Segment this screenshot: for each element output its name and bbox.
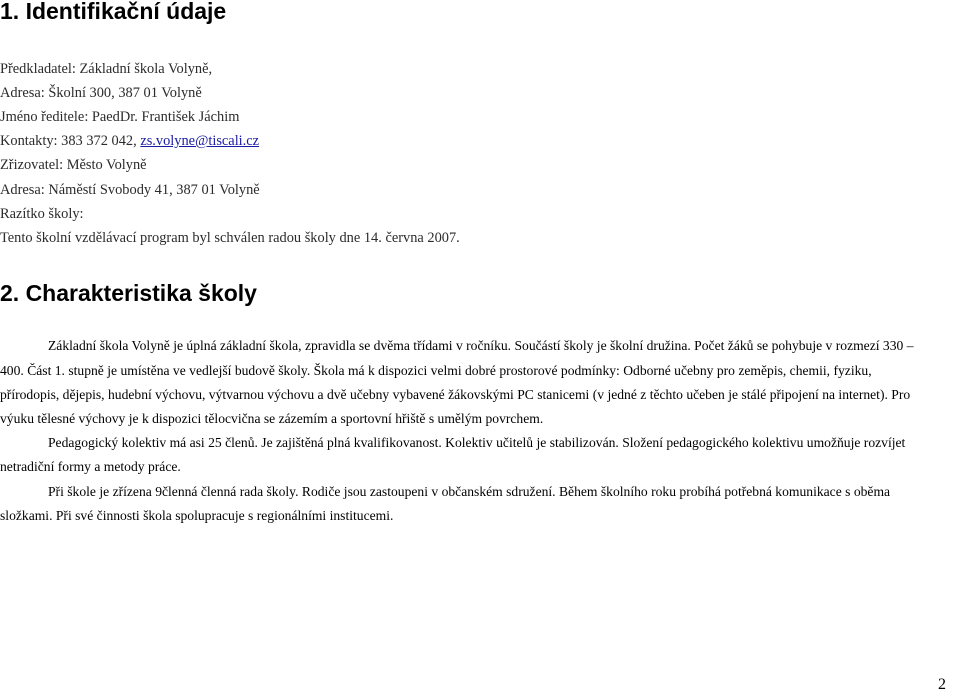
approval-line: Tento školní vzdělávací program byl schválen radou školy dne 14. června 2007. (0, 230, 460, 246)
paragraph-line: složkami. Při své činnosti škola spolupracuje s regionálními institucemi. (0, 508, 394, 523)
paragraph-line: přírodopis, dějepis, hudební výchovu, výtvarnou výchovu a dvě učebny vybavené žákovskými PC stanicemi (v jedné z těchto učeben je stálé připojení na internet). Pro (0, 387, 911, 402)
section-1-heading: 1. Identifikační údaje (0, 0, 227, 24)
paragraph-line: netradiční formy a metody práce. (0, 459, 181, 474)
email-link[interactable]: zs.volyne@tiscali.cz (140, 133, 260, 149)
paragraph-line: 400. Část 1. stupně je umístěna ve vedlejší budově školy. Škola má k dispozici velmi dobré prostorové podmínky: Odborné učebny pro zeměpis, chemii, fyziku, (0, 363, 872, 378)
predkladatel-line: Předkladatel: Základní škola Volyně, (0, 61, 213, 77)
contacts-label: Kontakty: 383 372 042, (0, 133, 141, 149)
address-line: Adresa: Školní 300, 387 01 Volyně (0, 85, 202, 101)
director-line: Jméno ředitele: PaedDr. František Jáchim (0, 109, 240, 125)
section-2-heading: 2. Charakteristika školy (0, 280, 257, 306)
founder-address-line: Adresa: Náměstí Svobody 41, 387 01 Volyně (0, 182, 260, 198)
founder-line: Zřizovatel: Město Volyně (0, 157, 147, 173)
paragraph-line: Základní škola Volyně je úplná základní škola, zpravidla se dvěma třídami v ročníku. Součástí školy je školní družina. Počet žáků se pohybuje v rozmezí 330 – (48, 338, 914, 353)
stamp-line: Razítko školy: (0, 206, 84, 222)
paragraph-line: výuku tělesné výchovy je k dispozici tělocvična se zázemím a sportovní hřiště s umělým povrchem. (0, 411, 544, 426)
paragraph-line: Při škole je zřízena 9členná členná rada školy. Rodiče jsou zastoupeni v občanském sdružení. Během školního roku probíhá potřebná komunikace s oběma (48, 484, 891, 499)
page-number: 2 (938, 676, 946, 693)
paragraph-line: Pedagogický kolektiv má asi 25 členů. Je zajištěná plná kvalifikovanost. Kolektiv učitelů je stabilizován. Složení pedagogického kolektivu umožňuje rozvíjet (48, 435, 906, 450)
contacts-line (0, 132, 259, 150)
